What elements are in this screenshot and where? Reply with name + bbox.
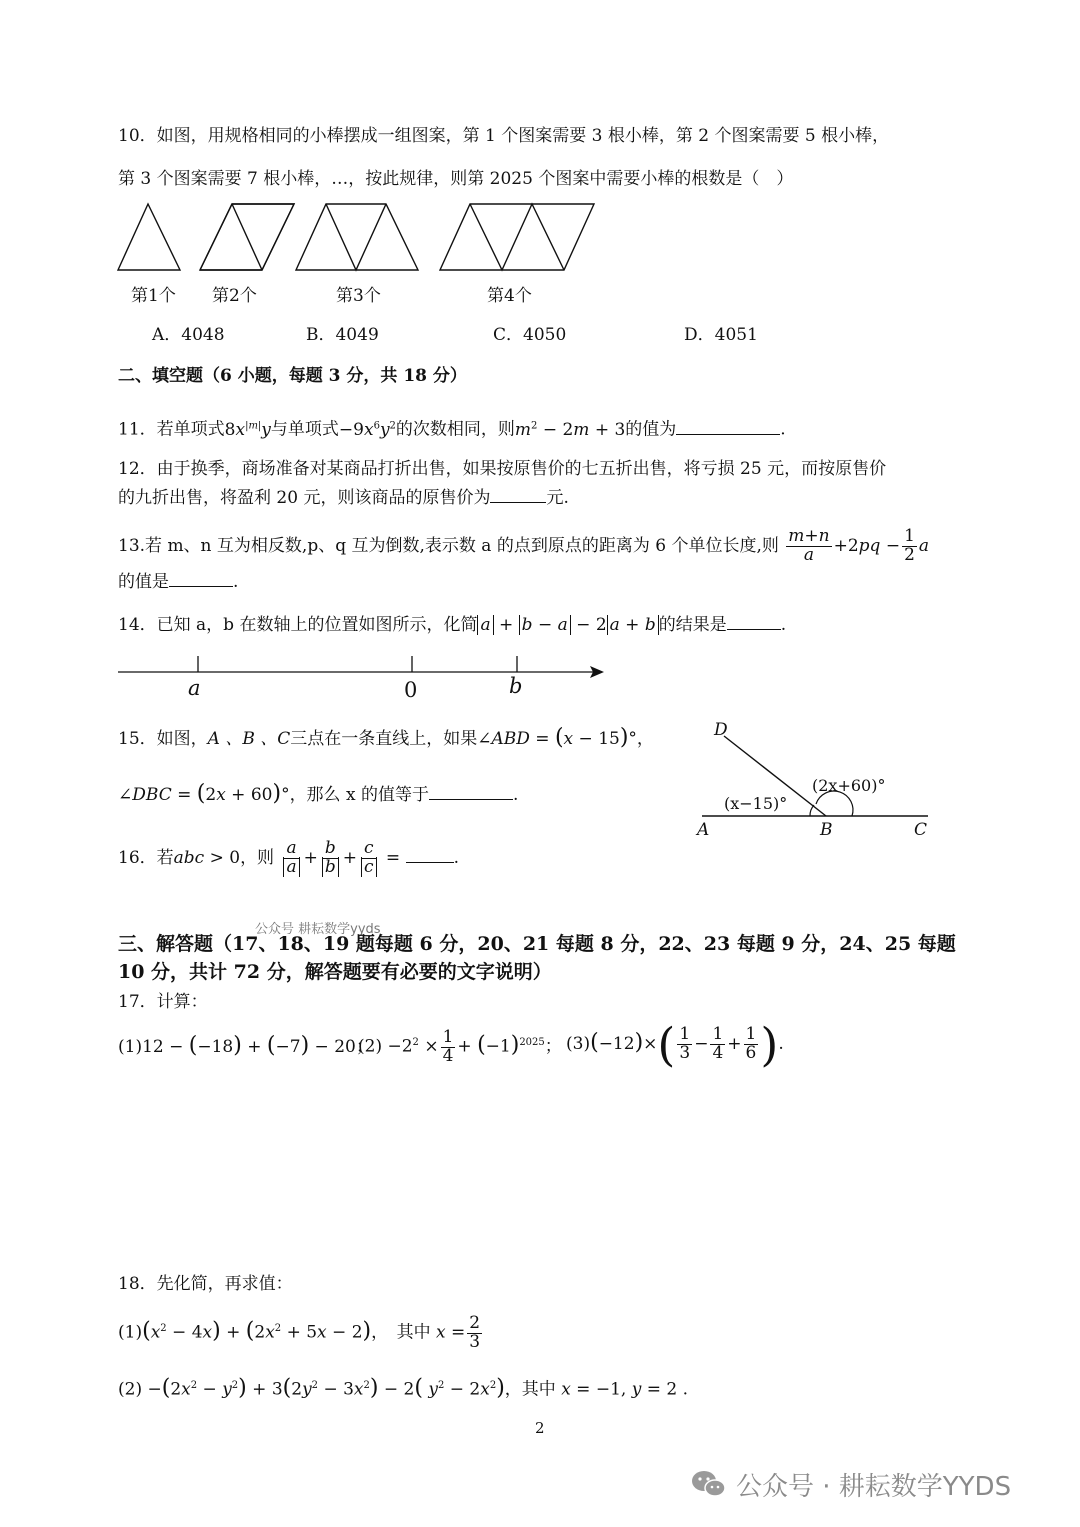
section3-line1: 三、解答题（17、18、19 题每题 6 分，20、21 每题 8 分，22、23 每题 9 分，24、25 每题: [118, 933, 956, 955]
figure-4: [440, 204, 594, 270]
label-C: C: [914, 820, 928, 840]
footer-text: 公众号 · 耕耘数学YYDS: [736, 1471, 1012, 1502]
q17-part1: (1)12 − (−18) + (−7) − 20；: [118, 1033, 373, 1058]
q17-title: 17．计算：: [118, 992, 208, 1012]
option-b: B．4049: [306, 325, 379, 345]
q15-line2: ∠DBC = (2x + 60)°，那么 x 的值等于 .: [118, 781, 519, 806]
axis-label-a: a: [188, 676, 201, 700]
q12-line2: 的九折出售，将盈利 20 元，则该商品的原售价为 元.: [118, 488, 569, 508]
q13-line2: 的值是 .: [118, 572, 239, 592]
q14: 14．已知 a，b 在数轴上的位置如图所示，化简 a + b − a − 2 a + b 的结果是 .: [118, 615, 787, 635]
q16: 16．若abc > 0，则 $\frac{a}{a}$ + $\frac{b}{b}$ + $\frac{c}{c}$ = .: [118, 838, 459, 877]
axis-label-0: 0: [404, 678, 418, 702]
label-A: A: [697, 820, 710, 840]
option-a: A．4048: [152, 325, 225, 345]
angle-label-abd: (x−15)°: [724, 794, 788, 813]
figure-1: [118, 204, 180, 270]
footer-watermark: [690, 1464, 1011, 1504]
angle-label-dbc: (2x+60)°: [812, 776, 886, 795]
watermark: 公众号 耕耘数学yyds: [255, 922, 381, 937]
section2-title: 二、填空题（6 小题，每题 3 分，共 18 分）: [118, 366, 467, 386]
page-number: 2: [535, 1419, 545, 1437]
figure-label-4: 第4个: [487, 286, 532, 306]
label-B: B: [820, 820, 833, 840]
wechat-icon: [690, 1469, 728, 1499]
q15-line1: 15．如图，A 、B 、C三点在一条直线上，如果∠ABD = (x − 15)°，: [118, 725, 654, 750]
figure-label-1: 第1个: [131, 286, 176, 306]
figure-2-lines: [200, 204, 294, 270]
q12-line1: 12．由于换季，商场准备对某商品打折出售，如果按原售价的七五折出售，将亏损 25 元，而按原售价: [118, 459, 887, 479]
q13-line1: 13.若 m、n 互为相反数,p、q 互为倒数,表示数 a 的点到原点的距离为 6 个单位长度,则 $\frac{m+n}{a}$ +2pq − $\frac{1}{2}$ a: [118, 526, 930, 565]
axis-label-b: b: [509, 674, 523, 698]
q11: 11．若单项式$8x^{|m|}y$与单项式$-9x^6y^2$的次数相同，则$m^2 - 2m + 3$的值为 .: [118, 419, 786, 440]
label-D: D: [714, 720, 728, 740]
q18-part2: $(2) -(2x^2 - y^2) + 3(2y^2 - 3x^2) - 2$( $y^2 - 2x^2$)，其中 x = −1, y = 2 .: [118, 1375, 688, 1401]
option-c: C．4050: [493, 325, 567, 345]
q10-triangle-figures: [110, 198, 610, 278]
figure-label-3: 第3个: [336, 286, 381, 306]
option-d: D．4051: [684, 325, 758, 345]
q18-title: 18．先化简，再求值：: [118, 1274, 293, 1294]
section3-line2: 10 分，共计 72 分，解答题要有必要的文字说明）: [118, 961, 552, 983]
figure-label-2: 第2个: [212, 286, 257, 306]
q10-line1: 10．如图，用规格相同的小棒摆成一组图案，第 1 个图案需要 3 根小棒，第 2 个图案需要 5 根小棒，: [118, 126, 890, 146]
q18-part1: $(1)(x^2 - 4x) + (2x^2 + 5x - 2)$， 其中 x = $\frac{2}{3}$: [118, 1312, 481, 1352]
figure-3: [296, 204, 418, 270]
q17-part2: $(2) -2^2$ × $\frac{1}{4}$ + $(-1)^{2025}$；: [358, 1026, 562, 1066]
q17-part3: (3)(−12)×( $\frac{1}{3}$ − $\frac{1}{4}$ + $\frac{1}{6}$ ).: [566, 1017, 784, 1072]
q10-line2: 第 3 个图案需要 7 根小棒，…，按此规律，则第 2025 个图案中需要小棒的根数是（ ）: [118, 169, 794, 189]
